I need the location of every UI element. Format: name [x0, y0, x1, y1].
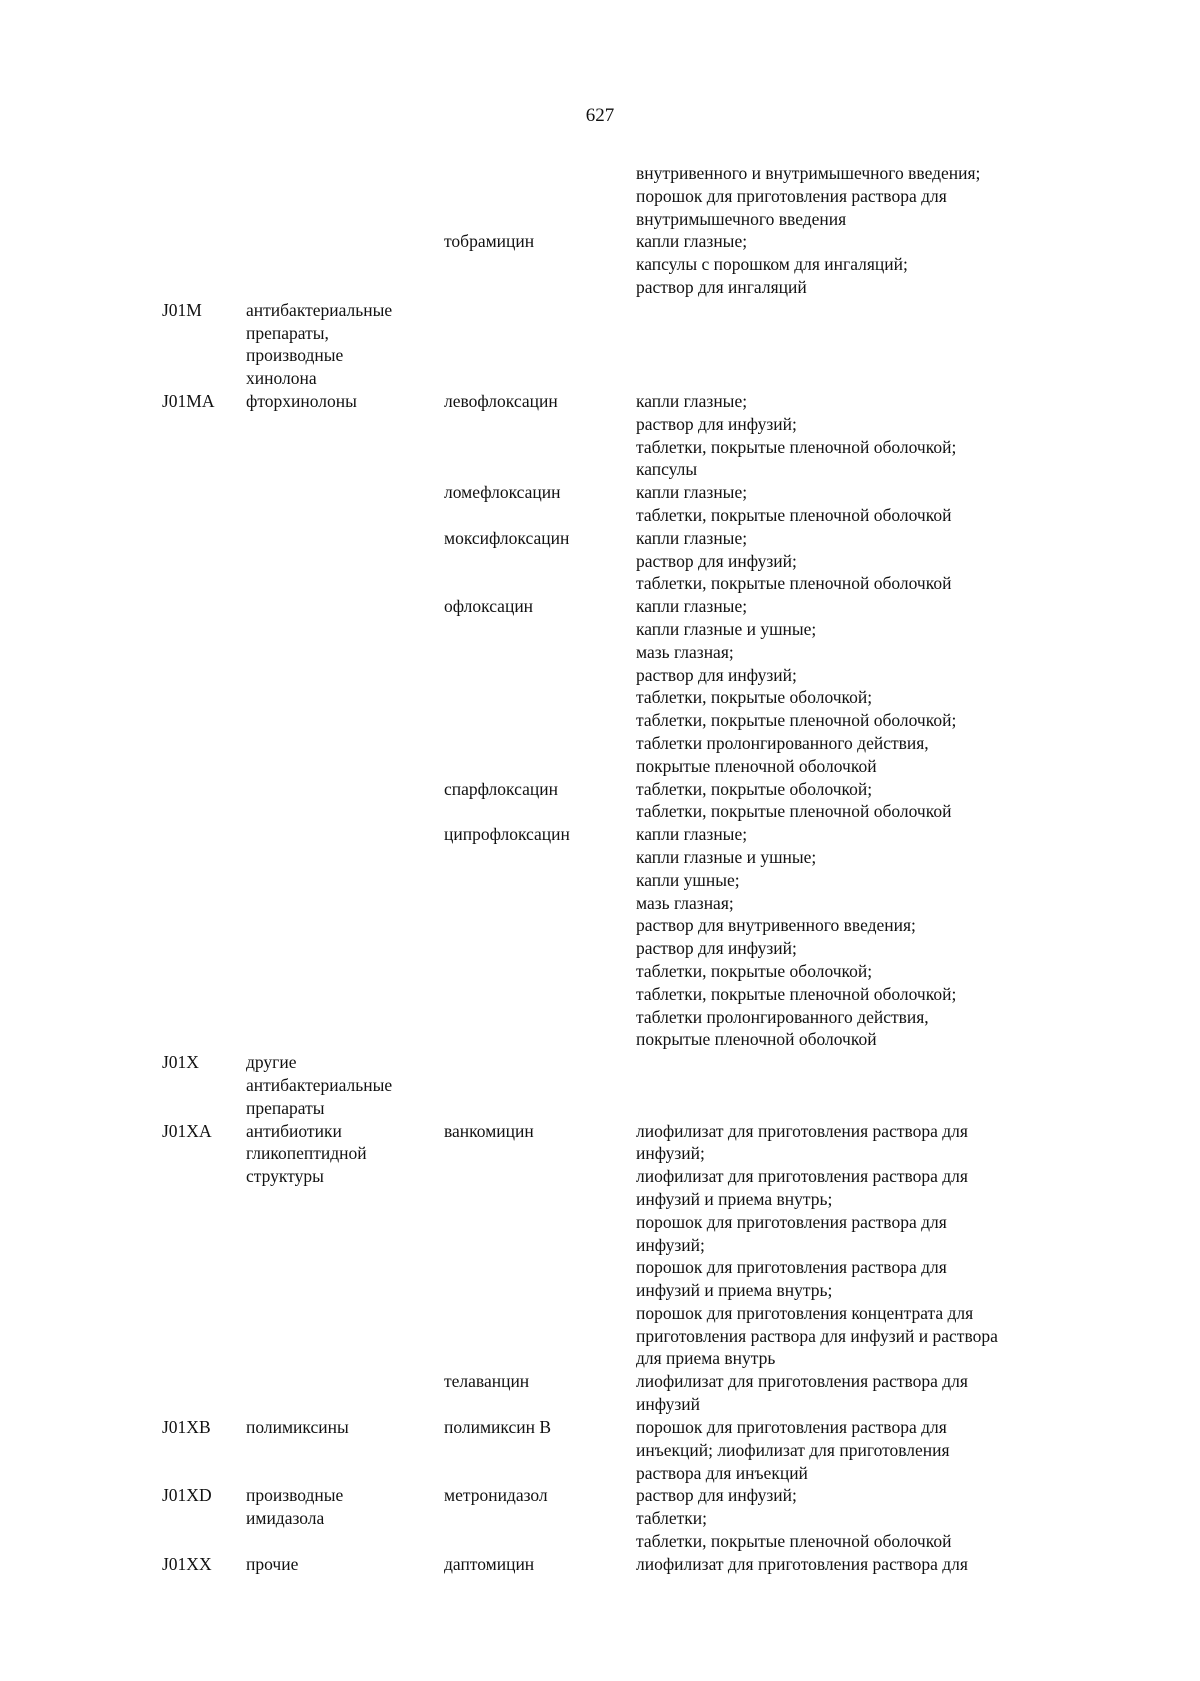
table-row — [0, 1553, 1200, 1576]
drug-name: телаванцин — [444, 1371, 530, 1392]
dosage-forms: капли глазные; капсулы с порошком для ингаляций; раствор для ингаляций — [636, 231, 908, 297]
table-row — [0, 1120, 1200, 1371]
atc-code: J01XD — [162, 1485, 212, 1506]
drug-table — [0, 162, 1200, 1575]
dosage-forms: внутривенного и внутримышечного введения; порошок для приготовления раствора для внутримышечного введения — [636, 163, 981, 229]
table-row — [0, 1051, 1200, 1119]
page-number: 627 — [585, 105, 615, 126]
atc-code: J01XA — [162, 1120, 212, 1141]
dosage-forms: раствор для инфузий; таблетки; таблетки, покрытые пленочной оболочкой — [636, 1485, 952, 1551]
dosage-forms: капли глазные; таблетки, покрытые пленочной оболочкой — [636, 482, 952, 525]
atc-code: J01XB — [162, 1416, 211, 1437]
atc-code: J01M — [162, 299, 202, 320]
table-row — [0, 778, 1200, 824]
dosage-forms: капли глазные; раствор для инфузий; таблетки, покрытые пленочной оболочкой; капсулы — [636, 390, 957, 480]
table-row — [0, 481, 1200, 527]
table-row — [0, 595, 1200, 777]
dosage-forms: капли глазные; капли глазные и ушные; капли ушные; мазь глазная; раствор для внутривенного введения; раствор для инфузий; таблетки, покрытые оболочкой; таблетки, покрытые пленочной оболочкой; таблетки пролонгированного действия, покрытые пленочной оболочкой — [636, 824, 957, 1050]
pharm-group: антибактериальные препараты, производные хинолона — [246, 299, 393, 389]
dosage-forms: капли глазные; раствор для инфузий; таблетки, покрытые пленочной оболочкой — [636, 527, 952, 594]
pharm-group: антибиотики гликопептидной структуры — [246, 1120, 367, 1187]
table-row — [0, 1370, 1200, 1416]
atc-code: J01MA — [162, 390, 215, 411]
table-row — [0, 230, 1200, 298]
dosage-forms: капли глазные; капли глазные и ушные; мазь глазная; раствор для инфузий; таблетки, покрытые оболочкой; таблетки, покрытые пленочной оболочкой; таблетки пролонгированного действия, покрытые пленочной оболочкой — [636, 596, 957, 776]
table-row — [0, 162, 1200, 230]
dosage-forms: лиофилизат для приготовления раствора для — [636, 1553, 968, 1574]
dosage-forms: порошок для приготовления раствора для инъекций; лиофилизат для приготовления раствора для инъекций — [636, 1416, 950, 1483]
table-row — [0, 1416, 1200, 1484]
pharm-group: прочие — [246, 1553, 299, 1574]
table-row — [0, 823, 1200, 1051]
drug-name: ципрофлоксацин — [444, 824, 570, 845]
dosage-forms: таблетки, покрытые оболочкой; таблетки, покрытые пленочной оболочкой — [636, 778, 952, 822]
pharm-group: полимиксины — [246, 1416, 349, 1437]
pharm-group: производные имидазола — [246, 1485, 344, 1529]
drug-name: офлоксацин — [444, 596, 534, 617]
dosage-forms: лиофилизат для приготовления раствора для инфузий — [636, 1371, 968, 1415]
drug-name: левофлоксацин — [444, 390, 558, 411]
drug-name: тобрамицин — [444, 231, 535, 252]
atc-code: J01X — [162, 1052, 199, 1073]
drug-name: моксифлоксацин — [444, 527, 570, 548]
dosage-forms: лиофилизат для приготовления раствора для инфузий; лиофилизат для приготовления раствора для инфузий и приема внутрь; порошок для приготовления раствора для инфузий; порошок для приготовления раствора для инфузий и приема внутрь; порошок для приготовления концентрата для приготовления раствора для инфузий и раствора для приема внутрь — [636, 1120, 998, 1369]
table-row — [0, 1484, 1200, 1552]
drug-name: ломефлоксацин — [444, 482, 561, 503]
drug-name: спарфлоксацин — [444, 778, 558, 799]
drug-name: даптомицин — [444, 1553, 535, 1574]
atc-code: J01XX — [162, 1553, 212, 1574]
table-row — [0, 390, 1200, 481]
table-row — [0, 299, 1200, 390]
pharm-group: фторхинолоны — [246, 390, 357, 411]
drug-name: полимиксин В — [444, 1416, 552, 1437]
drug-name: ванкомицин — [444, 1120, 534, 1141]
table-row — [0, 527, 1200, 595]
drug-name: метронидазол — [444, 1485, 548, 1506]
pharm-group: другие антибактериальные препараты — [246, 1052, 393, 1118]
